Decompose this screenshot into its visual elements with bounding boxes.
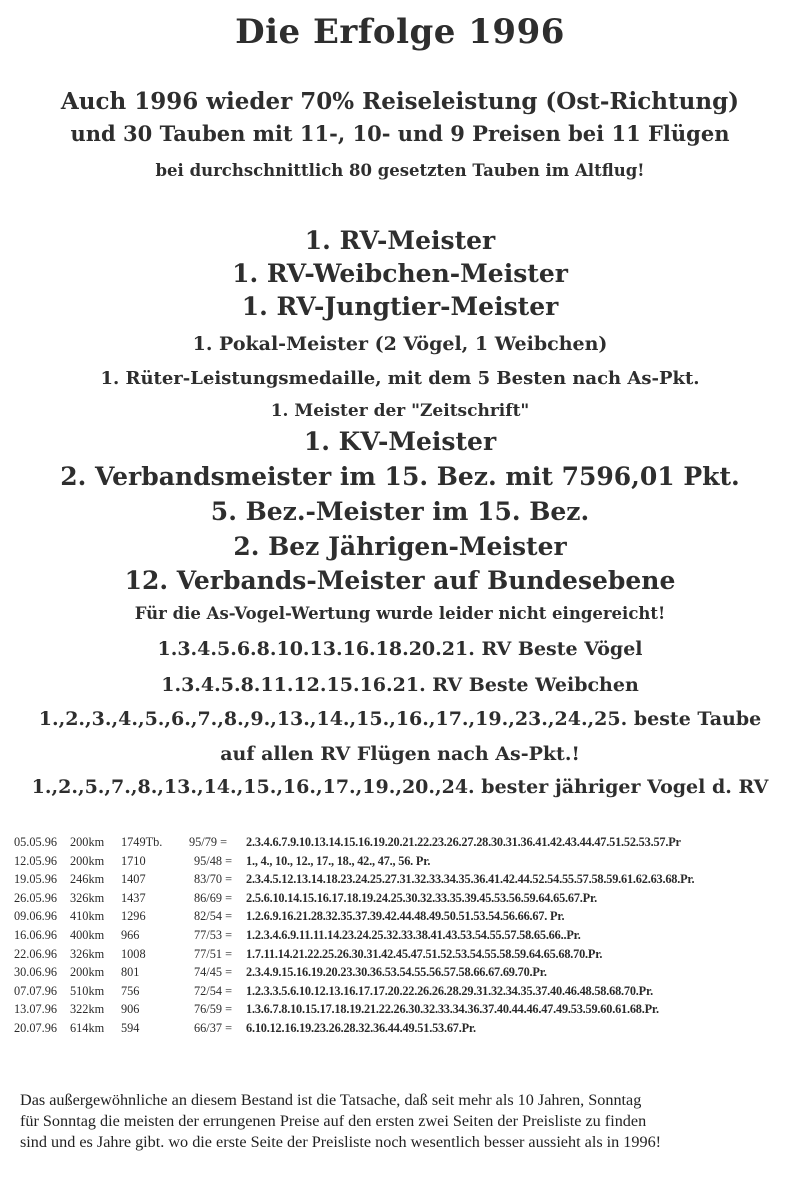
- race-birds: 966: [121, 928, 140, 942]
- achievement-line: Für die As-Vogel-Wertung wurde leider nicht eingereicht!: [134, 604, 666, 623]
- achievement-line: auf allen RV Flügen nach As-Pkt.!: [220, 743, 580, 765]
- race-birds: 1296: [121, 909, 146, 924]
- race-date: 19.05.96: [14, 872, 58, 887]
- race-date: 22.06.96: [14, 946, 58, 961]
- race-distance: 400km: [70, 928, 105, 942]
- race-distance: 246km: [70, 872, 105, 887]
- achievement-line: 1. Rüter-Leistungsmedaille, mit dem 5 Besten nach As-Pkt.: [100, 368, 700, 389]
- race-distance: 326km: [70, 946, 105, 961]
- race-count: 95/79 =: [189, 835, 228, 849]
- footer-paragraph: [20, 1090, 790, 1153]
- race-count: 82/54 =: [194, 909, 233, 924]
- race-count: 77/51 =: [194, 946, 233, 961]
- achievement-line: 1.3.4.5.6.8.10.13.16.18.20.21. RV Beste Vögel: [157, 638, 643, 660]
- achievement-line: 1. Pokal-Meister (2 Vögel, 1 Weibchen): [192, 333, 608, 355]
- achievement-line: 1. RV-Weibchen-Meister: [232, 259, 568, 288]
- race-count: 95/48 =: [194, 853, 233, 868]
- achievement-line: 5. Bez.-Meister im 15. Bez.: [210, 497, 590, 526]
- race-count: 76/59 =: [194, 1002, 233, 1017]
- achievement-line: 1.,2.,3.,4.,5.,6.,7.,8.,9.,13.,14.,15.,16.,17.,19.,23.,24.,25. beste Taube: [38, 708, 762, 730]
- race-date: 05.05.96: [14, 835, 58, 849]
- achievement-line: 12. Verbands-Meister auf Bundesebene: [124, 566, 676, 595]
- achievement-line: 2. Verbandsmeister im 15. Bez. mit 7596,01 Pkt.: [60, 462, 740, 491]
- race-birds: 906: [121, 1002, 140, 1017]
- achievement-line: 2. Bez Jährigen-Meister: [233, 532, 567, 561]
- race-birds: 1749Tb.: [121, 835, 163, 849]
- race-count: 66/37 =: [194, 1021, 233, 1035]
- intro-line-1: Auch 1996 wieder 70% Reiseleistung (Ost-Richtung): [60, 88, 740, 115]
- race-ranks: 2.3.4.5.12.13.14.18.23.24.25.27.31.32.33.34.35.36.41.42.44.52.54.55.57.58.59.61.62.63.68.Pr.: [246, 872, 695, 887]
- race-distance: 326km: [70, 890, 105, 905]
- race-ranks: 2.3.4.6.7.9.10.13.14.15.16.19.20.21.22.23.26.27.28.30.31.36.41.42.43.44.47.51.52.53.57.Pr: [246, 835, 681, 849]
- race-ranks: 1.3.6.7.8.10.15.17.18.19.21.22.26.30.32.33.34.36.37.40.44.46.47.49.53.59.60.61.68.Pr.: [246, 1002, 659, 1017]
- race-count: 86/69 =: [194, 890, 233, 905]
- race-birds: 756: [121, 983, 140, 998]
- page-title: Die Erfolge 1996: [235, 12, 565, 52]
- race-distance: 200km: [70, 965, 105, 980]
- race-count: 72/54 =: [194, 983, 233, 998]
- race-count: 74/45 =: [194, 965, 233, 980]
- race-distance: 614km: [70, 1021, 105, 1035]
- race-birds: 1008: [121, 946, 146, 961]
- race-date: 09.06.96: [14, 909, 58, 924]
- race-ranks: 1.2.3.4.6.9.11.11.14.23.24.25.32.33.38.41.43.53.54.55.57.58.65.66..Pr.: [246, 928, 581, 942]
- achievement-line: 1. RV-Meister: [304, 226, 496, 255]
- achievement-line: 1.,2.,5.,7.,8.,13.,14.,15.,16.,17.,19.,20.,24. bester jähriger Vogel d. RV: [31, 776, 769, 798]
- race-ranks: 1., 4., 10., 12., 17., 18., 42., 47., 56. Pr.: [246, 853, 431, 868]
- achievement-line: 1. RV-Jungtier-Meister: [241, 292, 559, 321]
- race-birds: 1407: [121, 872, 146, 887]
- footer-line: für Sonntag die meisten der errungenen Preise auf den ersten zwei Seiten der Preisliste zu finden: [20, 1112, 647, 1130]
- race-date: 07.07.96: [14, 983, 58, 998]
- race-distance: 200km: [70, 835, 105, 849]
- achievement-line: 1.3.4.5.8.11.12.15.16.21. RV Beste Weibchen: [161, 674, 639, 696]
- race-count: 83/70 =: [194, 872, 233, 887]
- race-birds: 594: [121, 1021, 140, 1035]
- race-birds: 1437: [121, 890, 146, 905]
- race-distance: 200km: [70, 853, 105, 868]
- race-ranks: 2.5.6.10.14.15.16.17.18.19.24.25.30.32.33.35.39.45.53.56.59.64.65.67.Pr.: [246, 890, 597, 905]
- race-date: 20.07.96: [14, 1021, 58, 1035]
- race-distance: 322km: [70, 1002, 105, 1017]
- footer-line: sind und es Jahre gibt. wo die erste Seite der Preisliste noch wesentlich besser aussieht als in 1996!: [20, 1133, 662, 1151]
- race-date: 30.06.96: [14, 965, 58, 980]
- intro-line-2: und 30 Tauben mit 11-, 10- und 9 Preisen bei 11 Flügen: [70, 121, 730, 146]
- achievement-line: 1. Meister der "Zeitschrift": [270, 401, 530, 421]
- race-ranks: 1.7.11.14.21.22.25.26.30.31.42.45.47.51.52.53.54.55.58.59.64.65.68.70.Pr.: [246, 946, 603, 961]
- race-ranks: 2.3.4.9.15.16.19.20.23.30.36.53.54.55.56.57.58.66.67.69.70.Pr.: [246, 965, 547, 980]
- achievement-line: 1. KV-Meister: [303, 427, 497, 456]
- race-ranks: 1.2.3.3.5.6.10.12.13.16.17.17.20.22.26.26.28.29.31.32.34.35.37.40.46.48.58.68.70.Pr.: [246, 983, 653, 998]
- race-ranks: 1.2.6.9.16.21.28.32.35.37.39.42.44.48.49.50.51.53.54.56.66.67. Pr.: [246, 909, 565, 924]
- race-ranks: 6.10.12.16.19.23.26.28.32.36.44.49.51.53.67.Pr.: [246, 1021, 476, 1035]
- race-date: 26.05.96: [14, 890, 58, 905]
- race-distance: 410km: [70, 909, 105, 924]
- race-date: 13.07.96: [14, 1002, 58, 1017]
- race-distance: 510km: [70, 983, 105, 998]
- race-birds: 1710: [121, 853, 146, 868]
- footer-line: Das außergewöhnliche an diesem Bestand ist die Tatsache, daß seit mehr als 10 Jahren, Sonntag: [20, 1091, 642, 1109]
- race-date: 12.05.96: [14, 853, 58, 868]
- race-birds: 801: [121, 965, 140, 980]
- race-date: 16.06.96: [14, 928, 58, 942]
- race-count: 77/53 =: [194, 928, 233, 942]
- intro-line-3: bei durchschnittlich 80 gesetzten Tauben im Altflug!: [155, 161, 645, 180]
